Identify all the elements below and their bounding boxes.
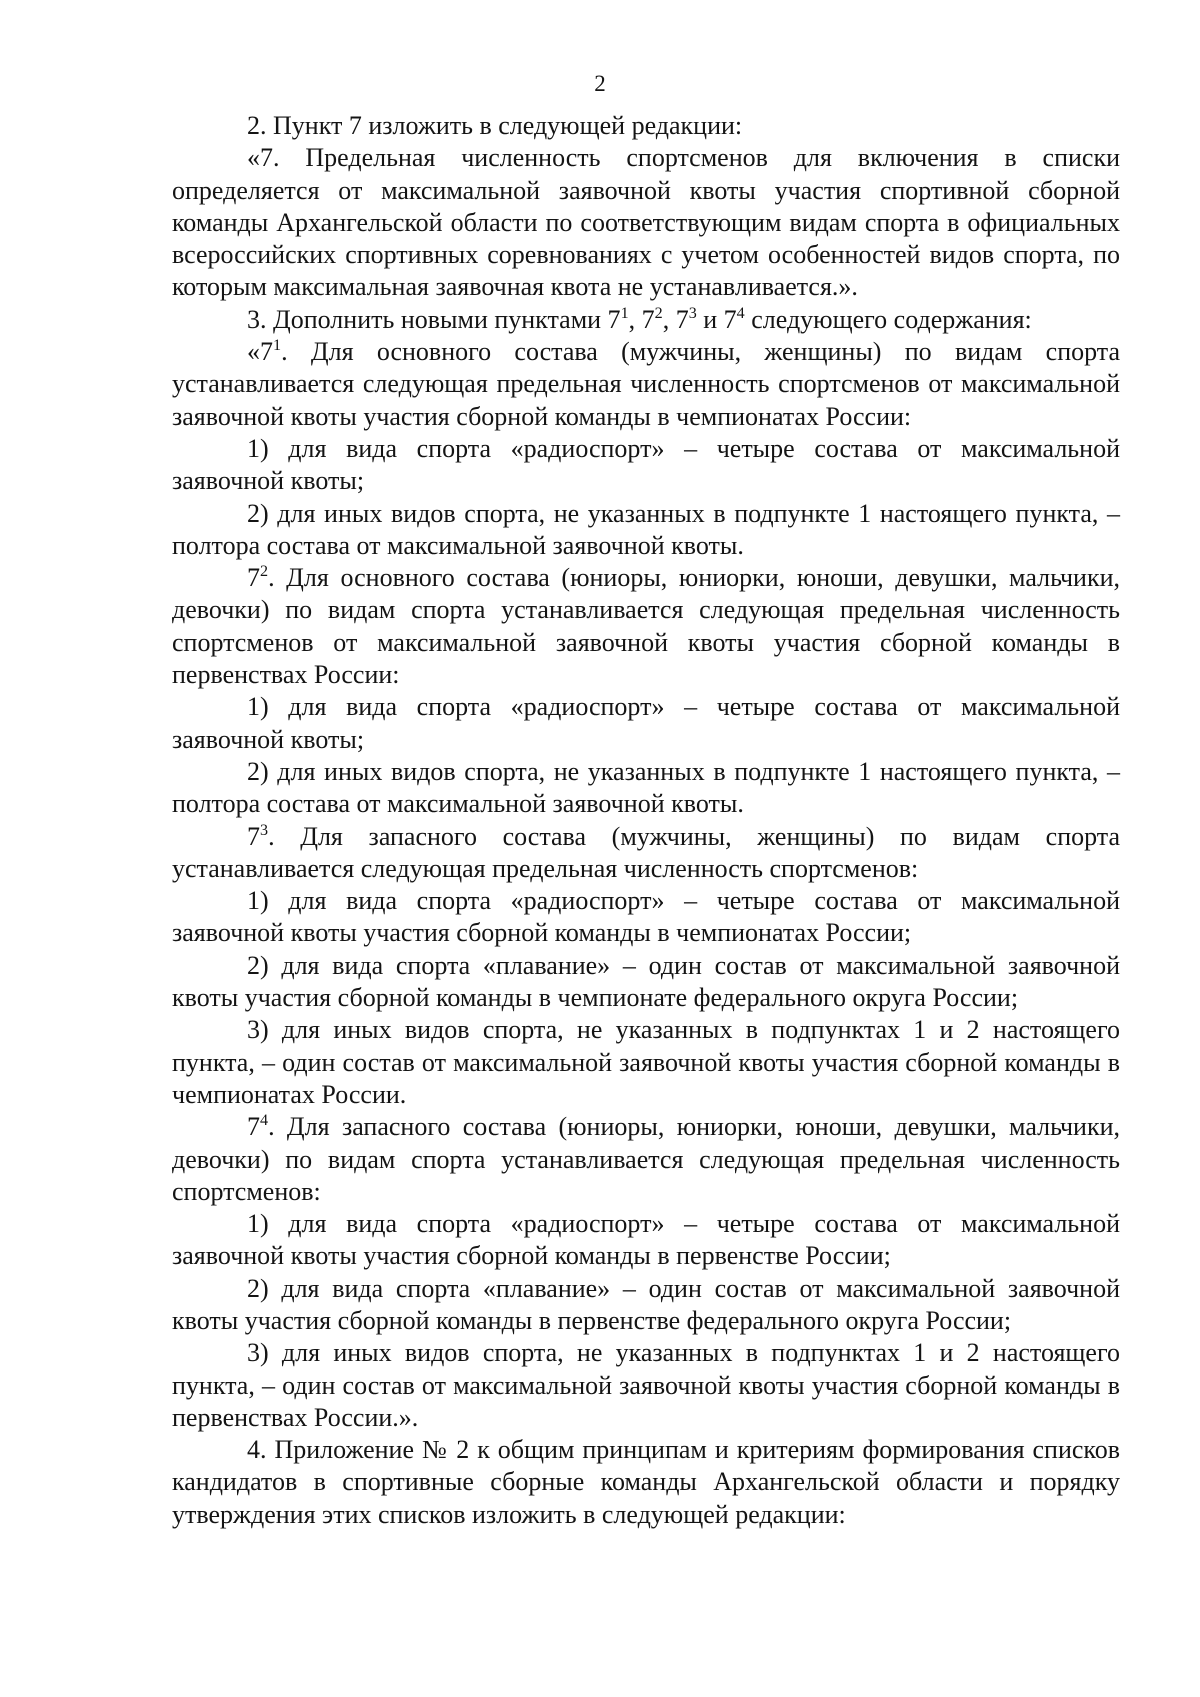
document-body [172, 110, 1120, 1531]
superscript: 2 [654, 304, 663, 322]
subpoint-7-3-2: 2) для вида спорта «плавание» – один состав от максимальной заявочной квоты участия сборной команды в чемпионате федерального округа России; [172, 950, 1120, 1013]
superscript: 4 [260, 1112, 269, 1130]
subpoint-7-4-1: 1) для вида спорта «радиоспорт» – четыре состава от максимальной заявочной квоты участия сборной команды в первенстве России; [172, 1209, 1120, 1271]
text-run: . Для запасного состава (юниоры, юниорки, юноши, девушки, мальчики, девочки) по видам спорта устанавливается следующая предельная численность спортсменов: [172, 1112, 1120, 1206]
text-run: 3. Дополнить новыми пунктами 7 [247, 304, 621, 334]
paragraph-item-2: 2. Пункт 7 изложить в следующей редакции: [247, 111, 743, 140]
subpoint-7-3-3: 3) для иных видов спорта, не указанных в подпунктах 1 и 2 настоящего пункта, – один состав от максимальной заявочной квоты участия сборной команды в чемпионатах России. [172, 1015, 1120, 1109]
paragraph-point-7-4 [172, 1111, 1120, 1208]
text-run: 7 [247, 821, 260, 851]
paragraph-point-7: «7. Предельная численность спортсменов для включения в списки определяется от максимальной заявочной квоты участия спортивной сборной команды Архангельской области по соответствующим видам спорта в официальных всероссийских спортивных соревнованиях с учетом особенностей видов спорта, по которым максимальная заявочная квота не устанавливается.». [172, 143, 1120, 302]
text-run: и 7 [696, 304, 737, 334]
paragraph-point-7-3 [172, 821, 1120, 886]
text-run: . Для запасного состава (мужчины, женщины) по видам спорта устанавливается следующая предельная численность спортсменов: [172, 821, 1120, 883]
superscript: 1 [620, 304, 629, 322]
text-run: , 7 [662, 304, 689, 334]
text-run: следующего содержания: [744, 304, 1032, 334]
subpoint-7-4-3: 3) для иных видов спорта, не указанных в подпунктах 1 и 2 настоящего пункта, – один состав от максимальной заявочной квоты участия сборной команды в первенствах России.». [172, 1338, 1120, 1432]
text-run: . Для основного состава (юниоры, юниорки, юноши, девушки, мальчики, девочки) по видам спорта устанавливается следующая предельная численность спортсменов от максимальной заявочной квоты участия сборной команды в первенствах России: [172, 563, 1120, 690]
subpoint-7-2-1: 1) для вида спорта «радиоспорт» – четыре состава от максимальной заявочной квоты; [172, 692, 1120, 754]
superscript: 3 [260, 821, 269, 839]
subpoint-7-3-1: 1) для вида спорта «радиоспорт» – четыре состава от максимальной заявочной квоты участия сборной команды в чемпионатах России; [172, 886, 1120, 948]
superscript: 1 [273, 337, 282, 355]
subpoint-7-2-2: 2) для иных видов спорта, не указанных в подпункте 1 настоящего пункта, – полтора состава от максимальной заявочной квоты. [172, 756, 1120, 819]
text-run: . Для основного состава (мужчины, женщины) по видам спорта устанавливается следующая предельная численность спортсменов от максимальной заявочной квоты участия сборной команды в чемпионатах России: [172, 337, 1120, 431]
text-run: , 7 [628, 304, 655, 334]
superscript: 2 [260, 563, 269, 581]
subpoint-7-1-2: 2) для иных видов спорта, не указанных в подпункте 1 настоящего пункта, – полтора состава от максимальной заявочной квоты. [172, 498, 1120, 560]
paragraph-point-7-1 [172, 336, 1120, 433]
subpoint-7-1-1: 1) для вида спорта «радиоспорт» – четыре состава от максимальной заявочной квоты; [172, 433, 1120, 496]
text-run: 7 [247, 1112, 260, 1142]
paragraph-point-7-2 [172, 562, 1120, 691]
paragraph-item-3 [172, 304, 1120, 336]
superscript: 3 [688, 304, 697, 322]
subpoint-7-4-2: 2) для вида спорта «плавание» – один состав от максимальной заявочной квоты участия сборной команды в первенстве федерального округа России; [172, 1273, 1120, 1335]
text-run: 7 [247, 563, 260, 593]
superscript: 4 [736, 304, 745, 322]
text-run: «7 [247, 337, 273, 367]
paragraph-item-4: 4. Приложение № 2 к общим принципам и критериям формирования списков кандидатов в спортивные сборные команды Архангельской области и порядку утверждения этих списков изложить в следующей редакции: [172, 1435, 1120, 1529]
page-number: 2 [594, 71, 606, 96]
